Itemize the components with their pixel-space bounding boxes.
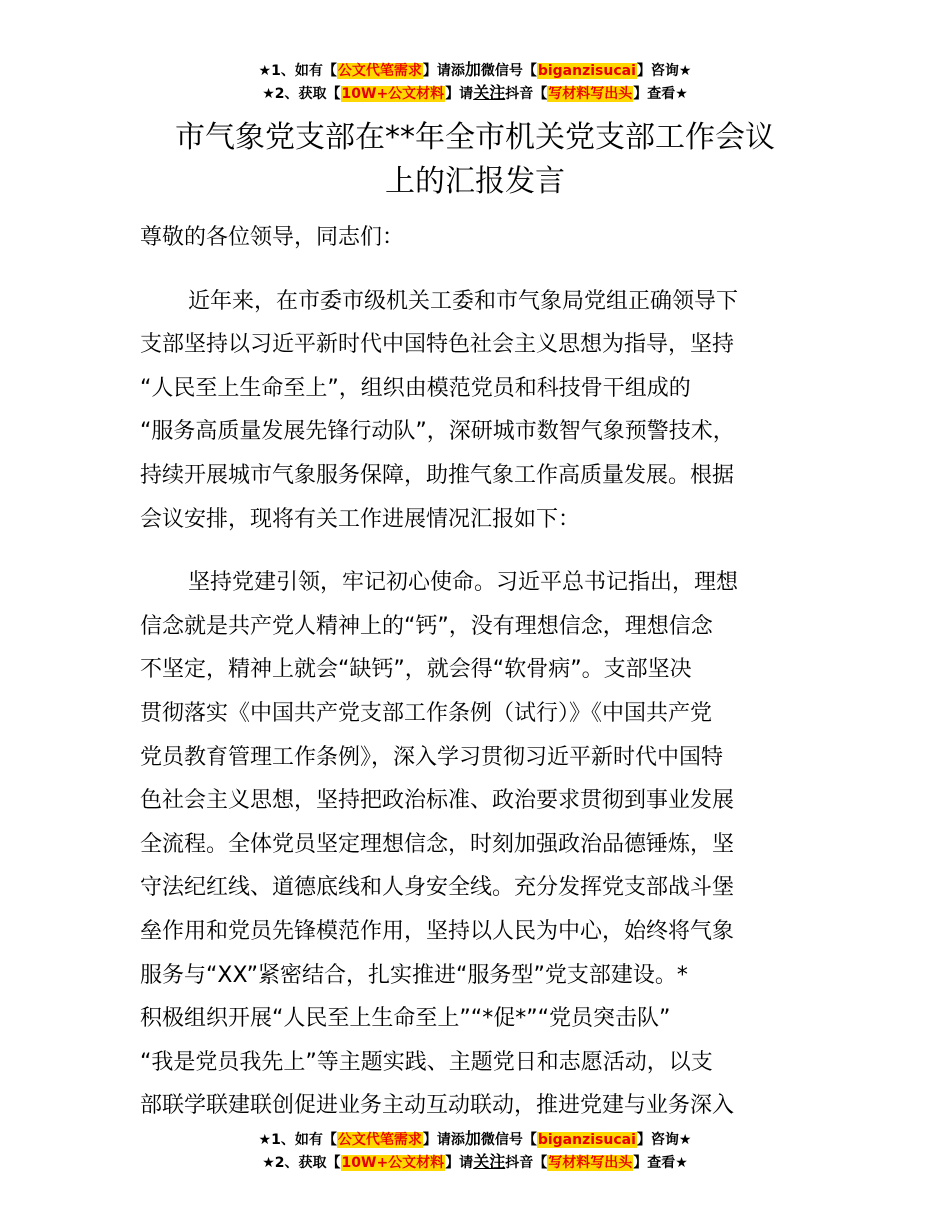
banner-text: ★2、获取【 xyxy=(262,86,341,102)
banner-highlight: biganzisucai xyxy=(537,63,636,79)
text-line: 服务与“XX”紧密结合，扎实推进“服务型”党支部建设。* xyxy=(140,962,688,988)
title-line-1: 市气象党支部在**年全市机关党支部工作会议 xyxy=(175,120,775,155)
banner-emphasis: 关注 xyxy=(473,83,506,102)
banner-line-1 xyxy=(0,59,950,82)
banner-text: ★2、获取【 xyxy=(262,1155,341,1171)
banner-text: 抖音【 xyxy=(505,1155,548,1171)
text-line: “人民至上生命至上”，组织由模范党员和科技骨干组成的 xyxy=(140,375,691,401)
banner-line-2 xyxy=(0,1151,950,1174)
header-banner xyxy=(0,59,950,105)
text-line: 垒作用和党员先锋模范作用，坚持以人民为中心，始终将气象 xyxy=(140,918,735,944)
text-line: 会议安排，现将有关工作进展情况汇报如下： xyxy=(140,506,581,532)
document-body xyxy=(140,216,820,1128)
banner-text: 】请添 xyxy=(422,1132,465,1148)
banner-emphasis: 加 xyxy=(464,60,481,79)
banner-highlight: 公文代笔需求 xyxy=(337,63,422,79)
banner-text: 】请 xyxy=(445,86,474,102)
text-line: 信念就是共产党人精神上的“钙”，没有理想信念，理想信念 xyxy=(140,613,713,639)
text-line: 支部坚持以习近平新时代中国特色社会主义思想为指导，坚持 xyxy=(140,332,735,358)
text-line: 贯彻落实《中国共产党支部工作条例（试行）》《中国共产党 xyxy=(140,700,713,726)
paragraph-spacer xyxy=(140,541,820,561)
banner-emphasis: 关注 xyxy=(473,1152,506,1171)
banner-highlight: 10W+公文材料 xyxy=(341,86,445,102)
text-line: 党员教育管理工作条例》，深入学习贯彻习近平新时代中国特 xyxy=(140,744,724,770)
banner-text: 】查看★ xyxy=(633,1155,688,1171)
paragraph-1 xyxy=(140,280,820,542)
document-title xyxy=(100,116,850,204)
text-line: 持续开展城市气象服务保障，助推气象工作高质量发展。根据 xyxy=(140,462,735,488)
banner-line-1 xyxy=(0,1128,950,1151)
salutation: 尊敬的各位领导，同志们： xyxy=(140,225,405,250)
banner-text: 】请添 xyxy=(422,63,465,79)
text-line: 近年来，在市委市级机关工委和市气象局党组正确领导下 xyxy=(188,288,739,314)
banner-text: 】咨询★ xyxy=(636,1132,692,1148)
text-line: 积极组织开展“人民至上生命至上”“*促*”“党员突击队” xyxy=(140,1006,671,1032)
banner-highlight: 写材料写出头 xyxy=(548,1155,633,1171)
banner-text: 抖音【 xyxy=(505,86,548,102)
banner-highlight: 10W+公文材料 xyxy=(341,1155,445,1171)
paragraph-2 xyxy=(140,561,820,1128)
text-line: 守法纪红线、道德底线和人身安全线。充分发挥党支部战斗堡 xyxy=(140,875,735,901)
text-line: 色社会主义思想，坚持把政治标准、政治要求贯彻到事业发展 xyxy=(140,788,735,814)
text-line: “服务高质量发展先锋行动队”，深研城市数智气象预警技术， xyxy=(140,419,735,445)
banner-highlight: 写材料写出头 xyxy=(548,86,633,102)
text-line: 坚持党建引领，牢记初心使命。习近平总书记指出，理想 xyxy=(188,570,739,596)
banner-text: 微信号【 xyxy=(480,1132,537,1148)
footer-banner xyxy=(0,1128,950,1174)
text-line: 部联学联建联创促进业务主动互动联动，推进党建与业务深入 xyxy=(140,1093,735,1119)
banner-highlight: 公文代笔需求 xyxy=(337,1132,422,1148)
title-line-2: 上的汇报发言 xyxy=(385,164,565,199)
text-line: 全流程。全体党员坚定理想信念，时刻加强政治品德锤炼，坚 xyxy=(140,831,735,857)
text-line: “我是党员我先上”等主题实践、主题党日和志愿活动，以支 xyxy=(140,1049,713,1075)
banner-text: ★1、如有【 xyxy=(258,63,337,79)
banner-text: 】查看★ xyxy=(633,86,688,102)
banner-line-2 xyxy=(0,82,950,105)
text-line: 不坚定，精神上就会“缺钙”，就会得“软骨病”。支部坚决 xyxy=(140,657,692,683)
paragraph-spacer xyxy=(140,260,820,280)
banner-text: ★1、如有【 xyxy=(258,1132,337,1148)
banner-highlight: biganzisucai xyxy=(537,1132,636,1148)
banner-text: 】请 xyxy=(445,1155,474,1171)
banner-text: 】咨询★ xyxy=(636,63,692,79)
banner-emphasis: 加 xyxy=(464,1129,481,1148)
banner-text: 微信号【 xyxy=(480,63,537,79)
